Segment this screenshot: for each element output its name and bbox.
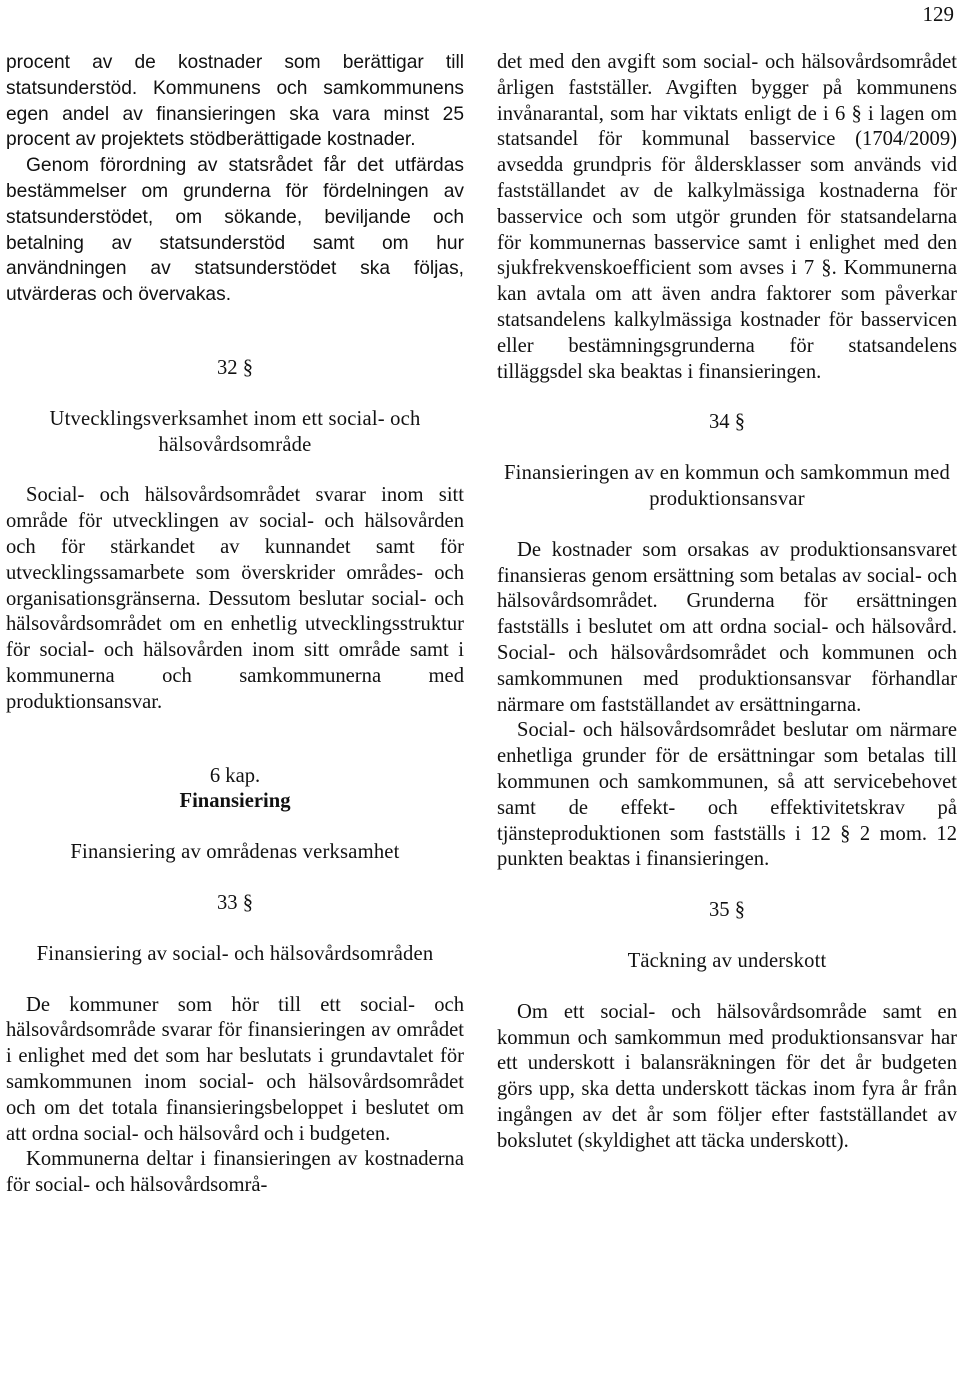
section-34-heading: Finansieringen av en kommun och samkommun med produktionsansvar xyxy=(504,462,950,510)
page-number: 129 xyxy=(922,2,954,26)
section-35-text: Om ett social- och hälsovårdsområde samt en kommun och samkommun med produktionsansvar har ett underskott i balansräkningen för det år budgeten görs upp, ska detta underskott täckas inom fyra år från ingången av det år som följer efter fastställandet av bokslutet (skyldighet att täcka underskott). xyxy=(497,1000,957,1152)
section-32-number: 32 § xyxy=(216,356,254,379)
section-34-text-1: De kostnader som orsakas av produktionsansvaret finansieras genom ersättning som betalas av social- och hälsovårdsområdet. Grunderna för ersättningen fastställs i beslutet om att ordna social- och hälsovård. Social- och hälsovårdsområdet och kommunen och samkommunen med produktionsansvar förhandlar närmare om fastställandet av ersättningarna. xyxy=(497,538,957,716)
section-35-heading: Täckning av underskott xyxy=(627,949,827,972)
paragraph-statsunderstod-share: procent av de kostnader som berättigar till statsunderstöd. Kommunens och samkommunens egen andel av finansieringen ska vara minst 25 procent av projektets stödberättigade kostnader. xyxy=(6,52,464,151)
paragraph-forordning: Genom förordning av statsrådet får det utfärdas bestämmelser om grunderna för fördelningen av statsunderstödet, om sökande, beviljande och betalning av statsunderstöd samt om hur användningen av statsunderstödet ska följas, utvärderas och övervakas. xyxy=(6,155,464,306)
section-33-heading: Finansiering av social- och hälsovårdsområden xyxy=(36,942,434,965)
section-32-heading: Utvecklingsverksamhet inom ett social- och hälsovårdsområde xyxy=(49,407,421,456)
section-33-number: 33 § xyxy=(216,891,254,914)
section-35-number: 35 § xyxy=(708,899,746,922)
section-33-continued: det med den avgift som social- och hälsovårdsområdet årligen fastställer. Avgiften bygger på kommunens invånarantal, som har viktats enligt de i 6 § i lagen om statsandel för kommunal basservice (1704/2009) avsedda grundpris för åldersklasser som används vid fastställandet av de kalkylmässiga kostnaderna för basservice och som utgör grunden för statsandelarna för kommunernas basservice samt i enlighet med den sjukfrekvenskoefficient som avses i 7 §. Kommunerna kan avtala om att även andra faktorer som påverkar statsandelens kalkylmässiga kostnader för basservicen eller bestämningsgrunderna för statsandelens tilläggsdel ska beaktas i finansieringen. xyxy=(497,51,957,383)
chapter-number: 6 kap. xyxy=(209,764,261,787)
left-column xyxy=(6,50,464,1199)
right-column xyxy=(497,50,957,1154)
section-34-number: 34 § xyxy=(708,411,746,434)
section-33-text-2: Kommunerna deltar i finansieringen av kostnaderna för social- och hälsovårdsområ- xyxy=(6,1148,464,1197)
chapter-title: Finansiering xyxy=(179,790,291,813)
section-33-text-1: De kommuner som hör till ett social- och hälsovårdsområde svarar för finansieringen av området i enlighet med det som har beslutats i grundavtalet för samkommunen inom social- och hälsovårdsområdet och om det totala finansieringsbeloppet i beslutet om att ordna social- och hälsovård och i budgeten. xyxy=(6,993,464,1145)
section-34-text-2: Social- och hälsovårdsområdet beslutar om närmare enhetliga grunder för de ersättningar som betalas till kommunen och samkommunen, så att servicebehovet samt de effekt- och effektivitetskrav på tjänsteproduktionen som fastställs i 12 § 2 mom. 12 punkten beaktas i finansieringen. xyxy=(497,719,957,871)
section-32-text: Social- och hälsovårdsområdet svarar inom sitt område för utvecklingen av social- och hälsovården och för stärkandet av kunnandet samt för utvecklingssamarbete som överskrider områdes- och organisationsgränserna. Dessutom beslutar social- och hälsovårdsområdet om en enhetlig utvecklingsstruktur för social- och hälsovården inom sitt område samt i kommunerna och samkommunerna med produktionsansvar. xyxy=(6,484,464,713)
chapter-subheading: Finansiering av områdenas verksamhet xyxy=(70,841,400,864)
